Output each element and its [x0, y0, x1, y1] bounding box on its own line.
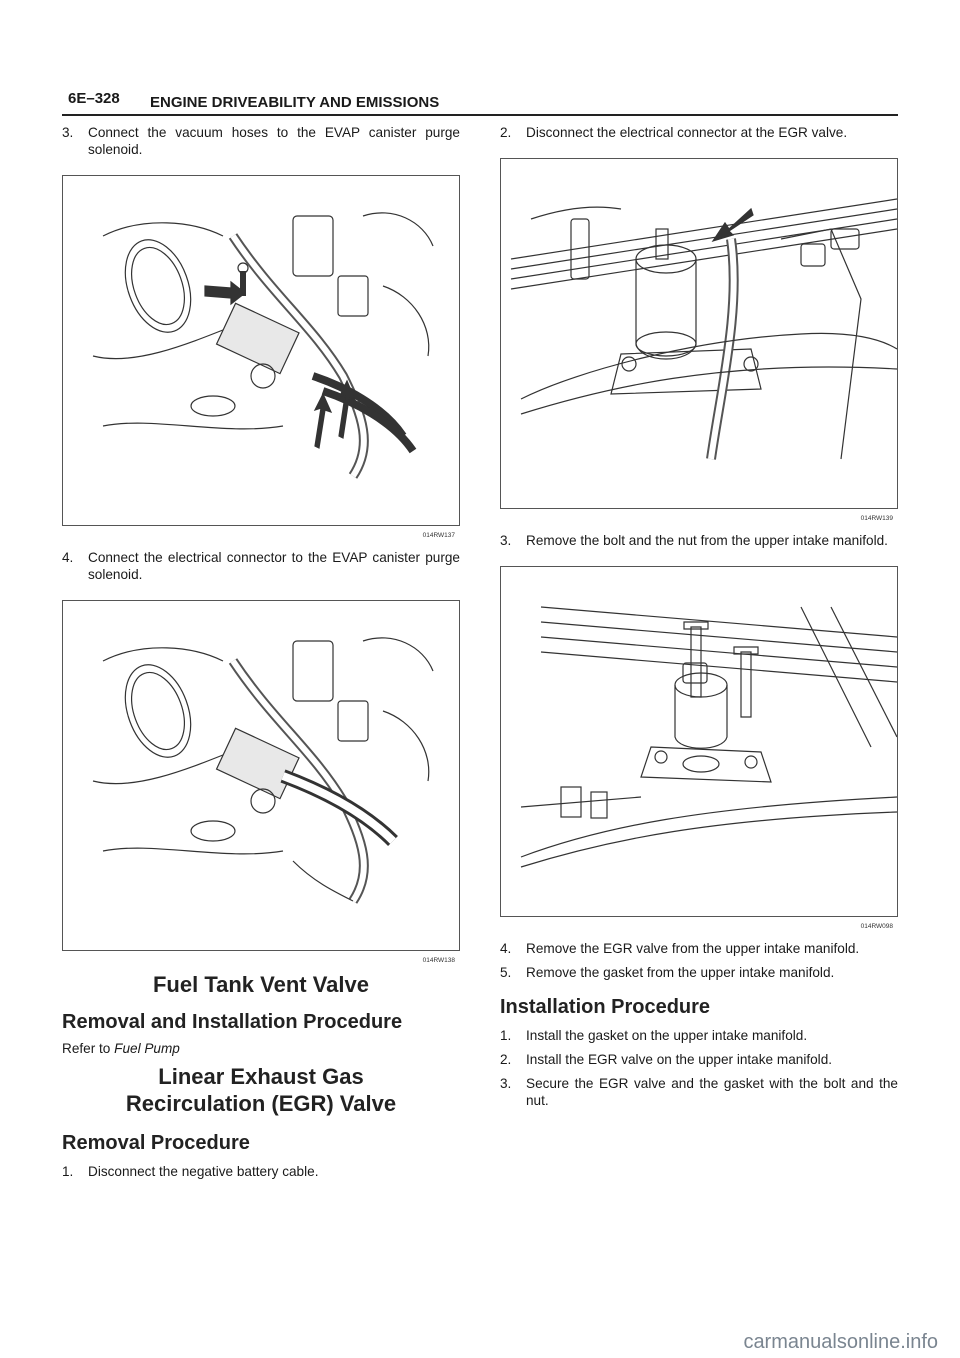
step-number: 1.	[500, 1028, 512, 1043]
heading-linear-egr-valve	[62, 1063, 460, 1117]
step-text: Install the gasket on the upper intake manifold.	[526, 1028, 808, 1043]
step-text: Connect the vacuum hoses to the EVAP canister purge solenoid.	[88, 125, 460, 157]
step-remove-gasket	[500, 964, 898, 981]
heading-line: Recirculation (EGR) Valve	[125, 1091, 397, 1116]
page-number: 6E–328	[68, 90, 120, 107]
step-connect-vacuum-hoses	[62, 124, 460, 158]
step-text: Disconnect the electrical connector at the EGR valve.	[526, 125, 848, 140]
step-number: 3.	[62, 125, 74, 140]
figure-evap-connector	[62, 600, 460, 964]
step-text: Secure the EGR valve and the gasket with the bolt and the nut.	[526, 1076, 898, 1108]
step-connect-electrical	[62, 549, 460, 583]
figure-code: 014RW138	[422, 957, 455, 964]
heading-removal-procedure: Removal Procedure	[62, 1132, 250, 1154]
step-remove-bolt-nut	[500, 532, 898, 549]
page-header	[62, 86, 898, 118]
step-number: 2.	[500, 1052, 512, 1067]
step-disconnect-battery	[62, 1163, 460, 1180]
install-step	[500, 1027, 898, 1044]
step-number: 1.	[62, 1164, 74, 1179]
step-number: 4.	[500, 941, 512, 956]
step-number: 2.	[500, 125, 512, 140]
step-remove-egr-valve	[500, 940, 898, 957]
heading-installation-procedure: Installation Procedure	[500, 996, 711, 1018]
refer-text	[62, 1040, 460, 1057]
header-rule	[62, 114, 898, 116]
figure-evap-hoses	[62, 175, 460, 539]
figure-egr-connector	[500, 158, 898, 522]
heading-fuel-tank-vent-valve: Fuel Tank Vent Valve	[152, 972, 369, 997]
step-number: 5.	[500, 965, 512, 980]
step-text: Remove the EGR valve from the upper intake manifold.	[526, 941, 860, 956]
step-text: Connect the electrical connector to the EVAP canister purge solenoid.	[88, 550, 460, 582]
install-step	[500, 1051, 898, 1068]
heading-line: Linear Exhaust Gas	[158, 1064, 364, 1089]
figure-code: 014RW137	[422, 532, 455, 539]
evap-connector-illustration	[63, 601, 459, 950]
refer-link-fuel-pump[interactable]: Fuel Pump	[114, 1041, 180, 1056]
step-text: Install the EGR valve on the upper intake manifold.	[526, 1052, 833, 1067]
step-number: 3.	[500, 1076, 512, 1091]
step-text: Disconnect the negative battery cable.	[88, 1164, 319, 1179]
right-column	[500, 124, 898, 1109]
refer-label: Refer to	[62, 1041, 115, 1056]
egr-connector-illustration	[501, 159, 897, 508]
step-number: 4.	[62, 550, 74, 565]
egr-removal-illustration	[501, 567, 897, 916]
step-text: Remove the bolt and the nut from the upper intake manifold.	[526, 533, 888, 548]
left-column	[62, 124, 460, 1180]
figure-code: 014RW098	[860, 923, 893, 930]
watermark: carmanualsonline.info	[743, 1331, 938, 1353]
install-step	[500, 1075, 898, 1109]
evap-hoses-illustration	[63, 176, 459, 525]
figure-egr-removal	[500, 566, 898, 930]
heading-removal-installation: Removal and Installation Procedure	[62, 1011, 403, 1033]
step-number: 3.	[500, 533, 512, 548]
step-disconnect-egr-connector	[500, 124, 898, 141]
step-text: Remove the gasket from the upper intake manifold.	[526, 965, 835, 980]
figure-code: 014RW139	[860, 515, 893, 522]
section-title: ENGINE DRIVEABILITY AND EMISSIONS	[150, 94, 440, 111]
